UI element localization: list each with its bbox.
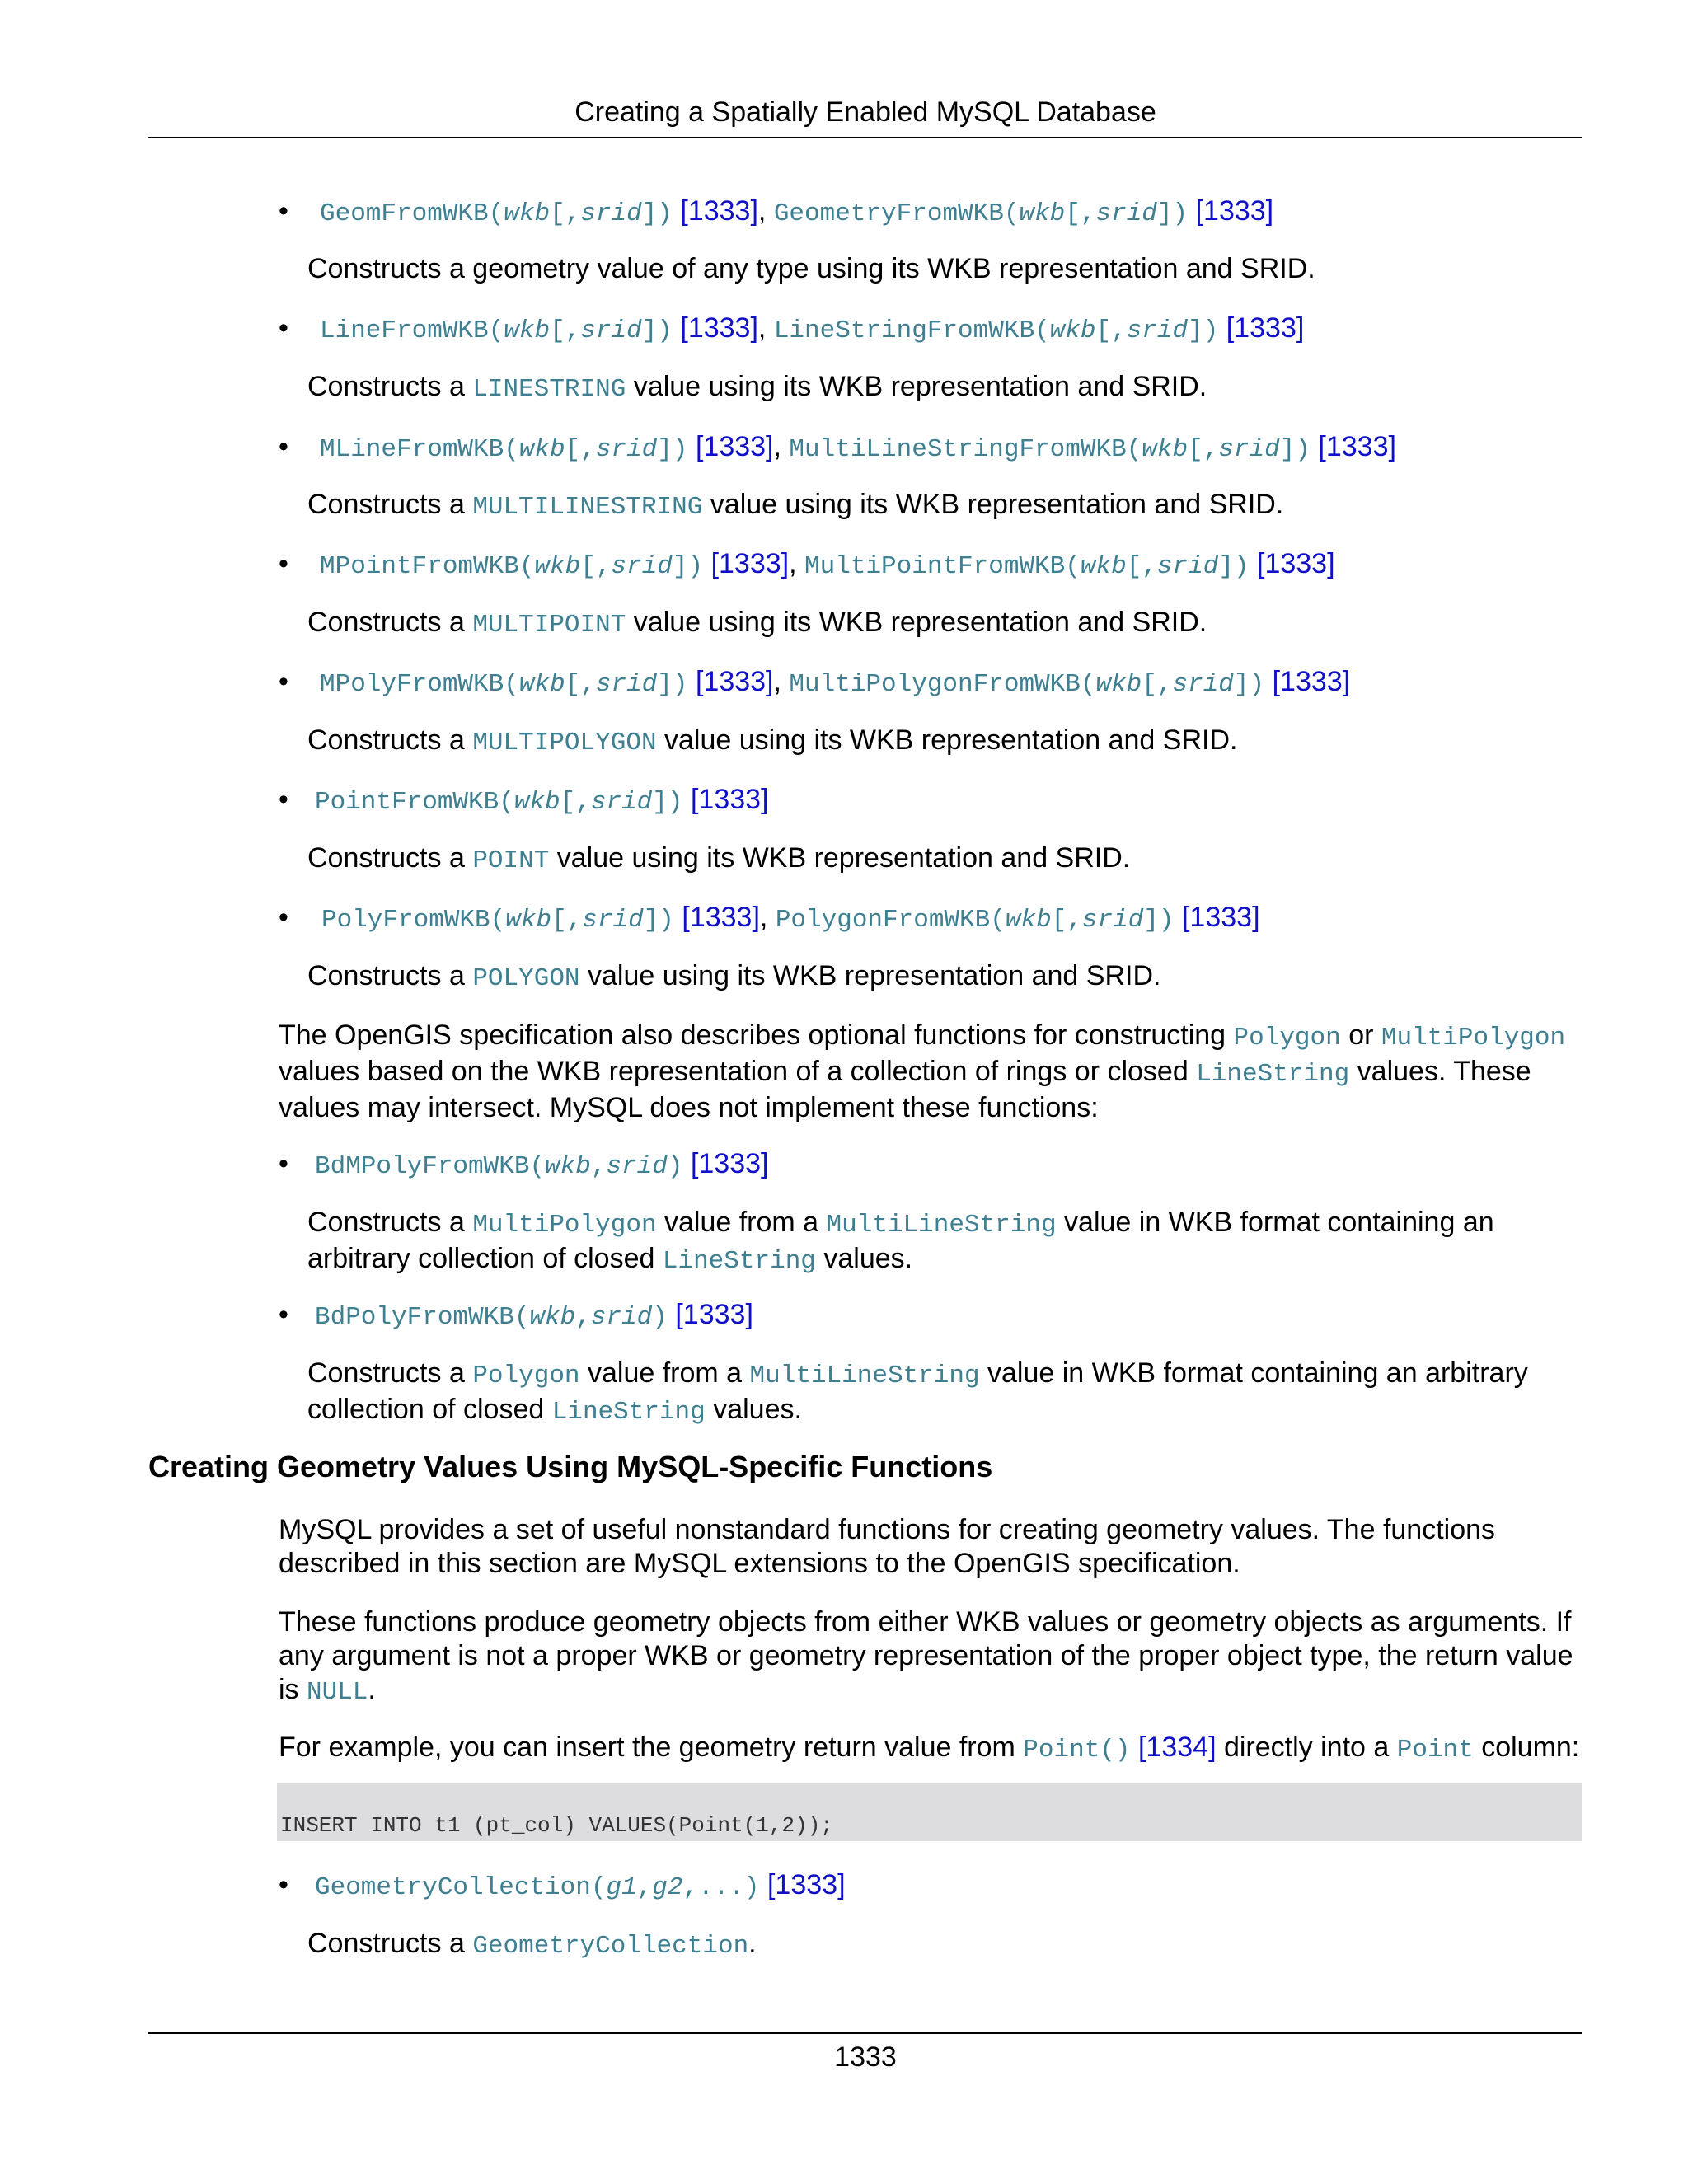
function-description: Constructs a MULTIPOLYGON value using its WKB representation and SRID. <box>307 724 1238 757</box>
page-reference-link[interactable]: [1333] <box>690 784 769 815</box>
type-name: GeometryCollection <box>472 1932 749 1961</box>
page-reference-link[interactable]: [1334] <box>1137 1732 1217 1763</box>
type-name: NULL <box>307 1678 368 1707</box>
function-signature[interactable]: MultiLineStringFromWKB(wkb[,srid]) <box>789 435 1311 464</box>
bullet: • <box>279 902 288 933</box>
bullet: • <box>279 548 288 579</box>
bullet: • <box>279 431 288 462</box>
body-paragraph: The OpenGIS specification also describes optional functions for constructing Polygon or MultiPolygon values based on the WKB representation of a collection of rings or closed LineString values. These values may intersect. MySQL does not implement these functions: <box>279 1019 1566 1123</box>
function-signature[interactable]: PolygonFromWKB(wkb[,srid]) <box>775 906 1175 935</box>
page-reference-link[interactable]: [1333] <box>682 902 760 933</box>
header-rule <box>148 137 1582 138</box>
function-signature[interactable]: GeomFromWKB(wkb[,srid]) <box>320 199 673 228</box>
type-name: POINT <box>472 846 550 875</box>
page-reference-link[interactable]: [1333] <box>1181 902 1260 933</box>
function-description: Constructs a MULTIPOINT value using its WKB representation and SRID. <box>307 607 1207 640</box>
type-name: POLYGON <box>472 964 580 993</box>
page-reference-link[interactable]: [1333] <box>1226 312 1305 344</box>
function-signature[interactable]: MPolyFromWKB(wkb[,srid]) <box>320 670 688 699</box>
function-signature[interactable]: MPointFromWKB(wkb[,srid]) <box>320 552 704 581</box>
code-example-block <box>277 1783 1582 1841</box>
bullet: • <box>279 784 288 815</box>
function-signature[interactable]: MultiPolygonFromWKB(wkb[,srid]) <box>789 670 1265 699</box>
type-name: LineString <box>662 1247 816 1276</box>
bullet: • <box>279 312 288 344</box>
bullet: • <box>279 666 288 697</box>
type-name: LineString <box>551 1398 706 1427</box>
type-name: LineString <box>1196 1060 1350 1089</box>
page-reference-link[interactable]: [1333] <box>680 195 758 227</box>
page-header: Creating a Spatially Enabled MySQL Database <box>574 96 1156 128</box>
page-reference-link[interactable]: [1333] <box>1195 195 1274 227</box>
function-signature[interactable]: PointFromWKB(wkb[,srid]) <box>315 788 683 817</box>
page-reference-link[interactable]: [1333] <box>675 1299 753 1330</box>
code-example: INSERT INTO t1 (pt_col) VALUES(Point(1,2)); <box>280 1813 833 1838</box>
page-reference-link[interactable]: [1333] <box>1318 431 1396 462</box>
type-name: MultiPolygon <box>472 1211 657 1240</box>
function-description: Constructs a GeometryCollection. <box>307 1928 757 1961</box>
page-reference-link[interactable]: [1333] <box>695 431 774 462</box>
type-name: Polygon <box>1233 1024 1341 1052</box>
page-reference-link[interactable]: [1333] <box>695 666 774 697</box>
type-name: Polygon <box>472 1361 580 1390</box>
function-signature[interactable]: GeometryCollection(g1,g2,...) <box>315 1873 760 1902</box>
function-description: Constructs a POINT value using its WKB representation and SRID. <box>307 842 1131 875</box>
page-reference-link[interactable]: [1333] <box>680 312 758 344</box>
function-description: Constructs a geometry value of any type using its WKB representation and SRID. <box>307 253 1315 284</box>
type-name: MULTIPOINT <box>472 611 626 640</box>
type-name: MultiPolygon <box>1381 1024 1566 1052</box>
page-reference-link[interactable]: [1333] <box>690 1148 769 1179</box>
function-description: Constructs a MULTILINESTRING value using its WKB representation and SRID. <box>307 489 1284 522</box>
function-signature[interactable]: BdMPolyFromWKB(wkb,srid) <box>315 1152 683 1181</box>
bullet: • <box>279 1869 288 1900</box>
function-signature[interactable]: LineStringFromWKB(wkb[,srid]) <box>773 316 1219 345</box>
body-paragraph: MySQL provides a set of useful nonstandard functions for creating geometry values. The functions described in this section are MySQL extensions to the OpenGIS specification. <box>279 1514 1496 1579</box>
body-paragraph: For example, you can insert the geometry return value from Point() [1334] directly into a Point column: <box>279 1732 1580 1765</box>
page-reference-link[interactable]: [1333] <box>710 548 790 579</box>
function-signature[interactable]: MultiPointFromWKB(wkb[,srid]) <box>804 552 1250 581</box>
function-signature[interactable]: GeometryFromWKB(wkb[,srid]) <box>773 199 1189 228</box>
function-signature[interactable]: BdPolyFromWKB(wkb,srid) <box>315 1303 668 1332</box>
bullet: • <box>279 1148 288 1179</box>
page-number: 1333 <box>834 2041 897 2073</box>
function-description: Constructs a MultiPolygon value from a MultiLineString value in WKB format containing an arbitrary collection of closed LineString values. <box>307 1207 1494 1276</box>
section-heading: Creating Geometry Values Using MySQL-Specific Functions <box>148 1450 993 1483</box>
page-reference-link[interactable]: [1333] <box>1272 666 1351 697</box>
page-reference-link[interactable]: [1333] <box>767 1869 846 1900</box>
type-name: MultiLineString <box>749 1361 980 1390</box>
bullet: • <box>279 1299 288 1330</box>
function-description: Constructs a POLYGON value using its WKB representation and SRID. <box>307 960 1161 993</box>
function-description: Constructs a LINESTRING value using its WKB representation and SRID. <box>307 371 1207 404</box>
function-signature[interactable]: PolyFromWKB(wkb[,srid]) <box>321 906 674 935</box>
footer-rule <box>148 2032 1582 2034</box>
type-name: Point <box>1396 1736 1474 1765</box>
function-signature[interactable]: LineFromWKB(wkb[,srid]) <box>320 316 673 345</box>
type-name: MultiLineString <box>826 1211 1057 1240</box>
type-name: LINESTRING <box>472 375 626 404</box>
bullet: • <box>279 195 288 227</box>
type-name: MULTIPOLYGON <box>472 729 657 757</box>
document-page: Creating a Spatially Enabled MySQL Database • GeomFromWKB(wkb[,srid]) [1333], GeometryFromWKB(wkb[,srid]) [1333] Constructs a geometry value of any type using its WKB representation and SRID. • LineFromWKB(wkb[,srid]) [1333], LineStringFromWKB(wkb[,srid]) [1333] Constructs a LINESTRING value using its WKB representation and SRID. • MLineFromWKB(wkb[,srid]) [1333], MultiLineStringFromWKB(wkb[,srid]) [1333] Constructs a MULTILINESTRING value using its WKB representation and SRID. • MPointFromWKB(wkb[,srid]) [1333], MultiPointFromWKB(wkb[,srid]) [1333] Constructs a MULTIPOINT value using its WKB representation and SRID. • MPolyFromWKB(wkb[,srid]) [1333], MultiPolygonFromWKB(wkb[,srid]) [1333] Constructs a MULTIPOLYGON value using its WKB representation and SRID. • PointFromWKB(wkb[,srid]) [1333] Constructs a POINT value using its WKB representation and SRID. • PolyFromWKB(wkb[,srid]) [1333], PolygonFromWKB(wkb[,srid]) [1333] Constructs a POLYGON value using its WKB representation and SRID. The OpenGIS specification also describes optional functions for constructing Polygon or MultiPolygon values based on the WKB representation of a collection of rings or closed LineString values. These values may intersect. MySQL does not implement these functions: • BdMPolyFromWKB(wkb,srid) [1333] Constructs a MultiPolygon value from a MultiLineString value in WKB format containing an arbitrary collection of closed LineString values. • BdPolyFromWKB(wkb,srid) [1333] Constructs a Polygon value from a MultiLineString value in WKB format containing an arbitrary collection of closed LineString values. Creating Geometry Values Using MySQL-Specific Functions MySQL provides a set of useful nonstandard functions for creating geometry values. The functions described in this section are MySQL extensions to the OpenGIS specification. These functions produce geometry objects from either WKB values or geometry objects as arguments. If any argument is not a proper WKB or geometry representation of the proper object type, the return value is NULL. For example, you can insert the geometry return value from Point() [1334] directly into a Point column: INSERT INTO t1 (pt_col) VALUES(Point(1,2)); • GeometryCollection(g1,g2,...) [1333] Constructs a GeometryCollection. 1333 <box>0 0 1688 2184</box>
body-paragraph: These functions produce geometry objects from either WKB values or geometry objects as arguments. If any argument is not a proper WKB or geometry representation of the proper object type, the return value is NULL. <box>279 1606 1573 1707</box>
function-description: Constructs a Polygon value from a MultiLineString value in WKB format containing an arbitrary collection of closed LineString values. <box>307 1357 1528 1427</box>
function-name[interactable]: Point() <box>1023 1736 1131 1765</box>
page-reference-link[interactable]: [1333] <box>1257 548 1335 579</box>
type-name: MULTILINESTRING <box>472 493 703 522</box>
function-signature[interactable]: MLineFromWKB(wkb[,srid]) <box>320 435 688 464</box>
